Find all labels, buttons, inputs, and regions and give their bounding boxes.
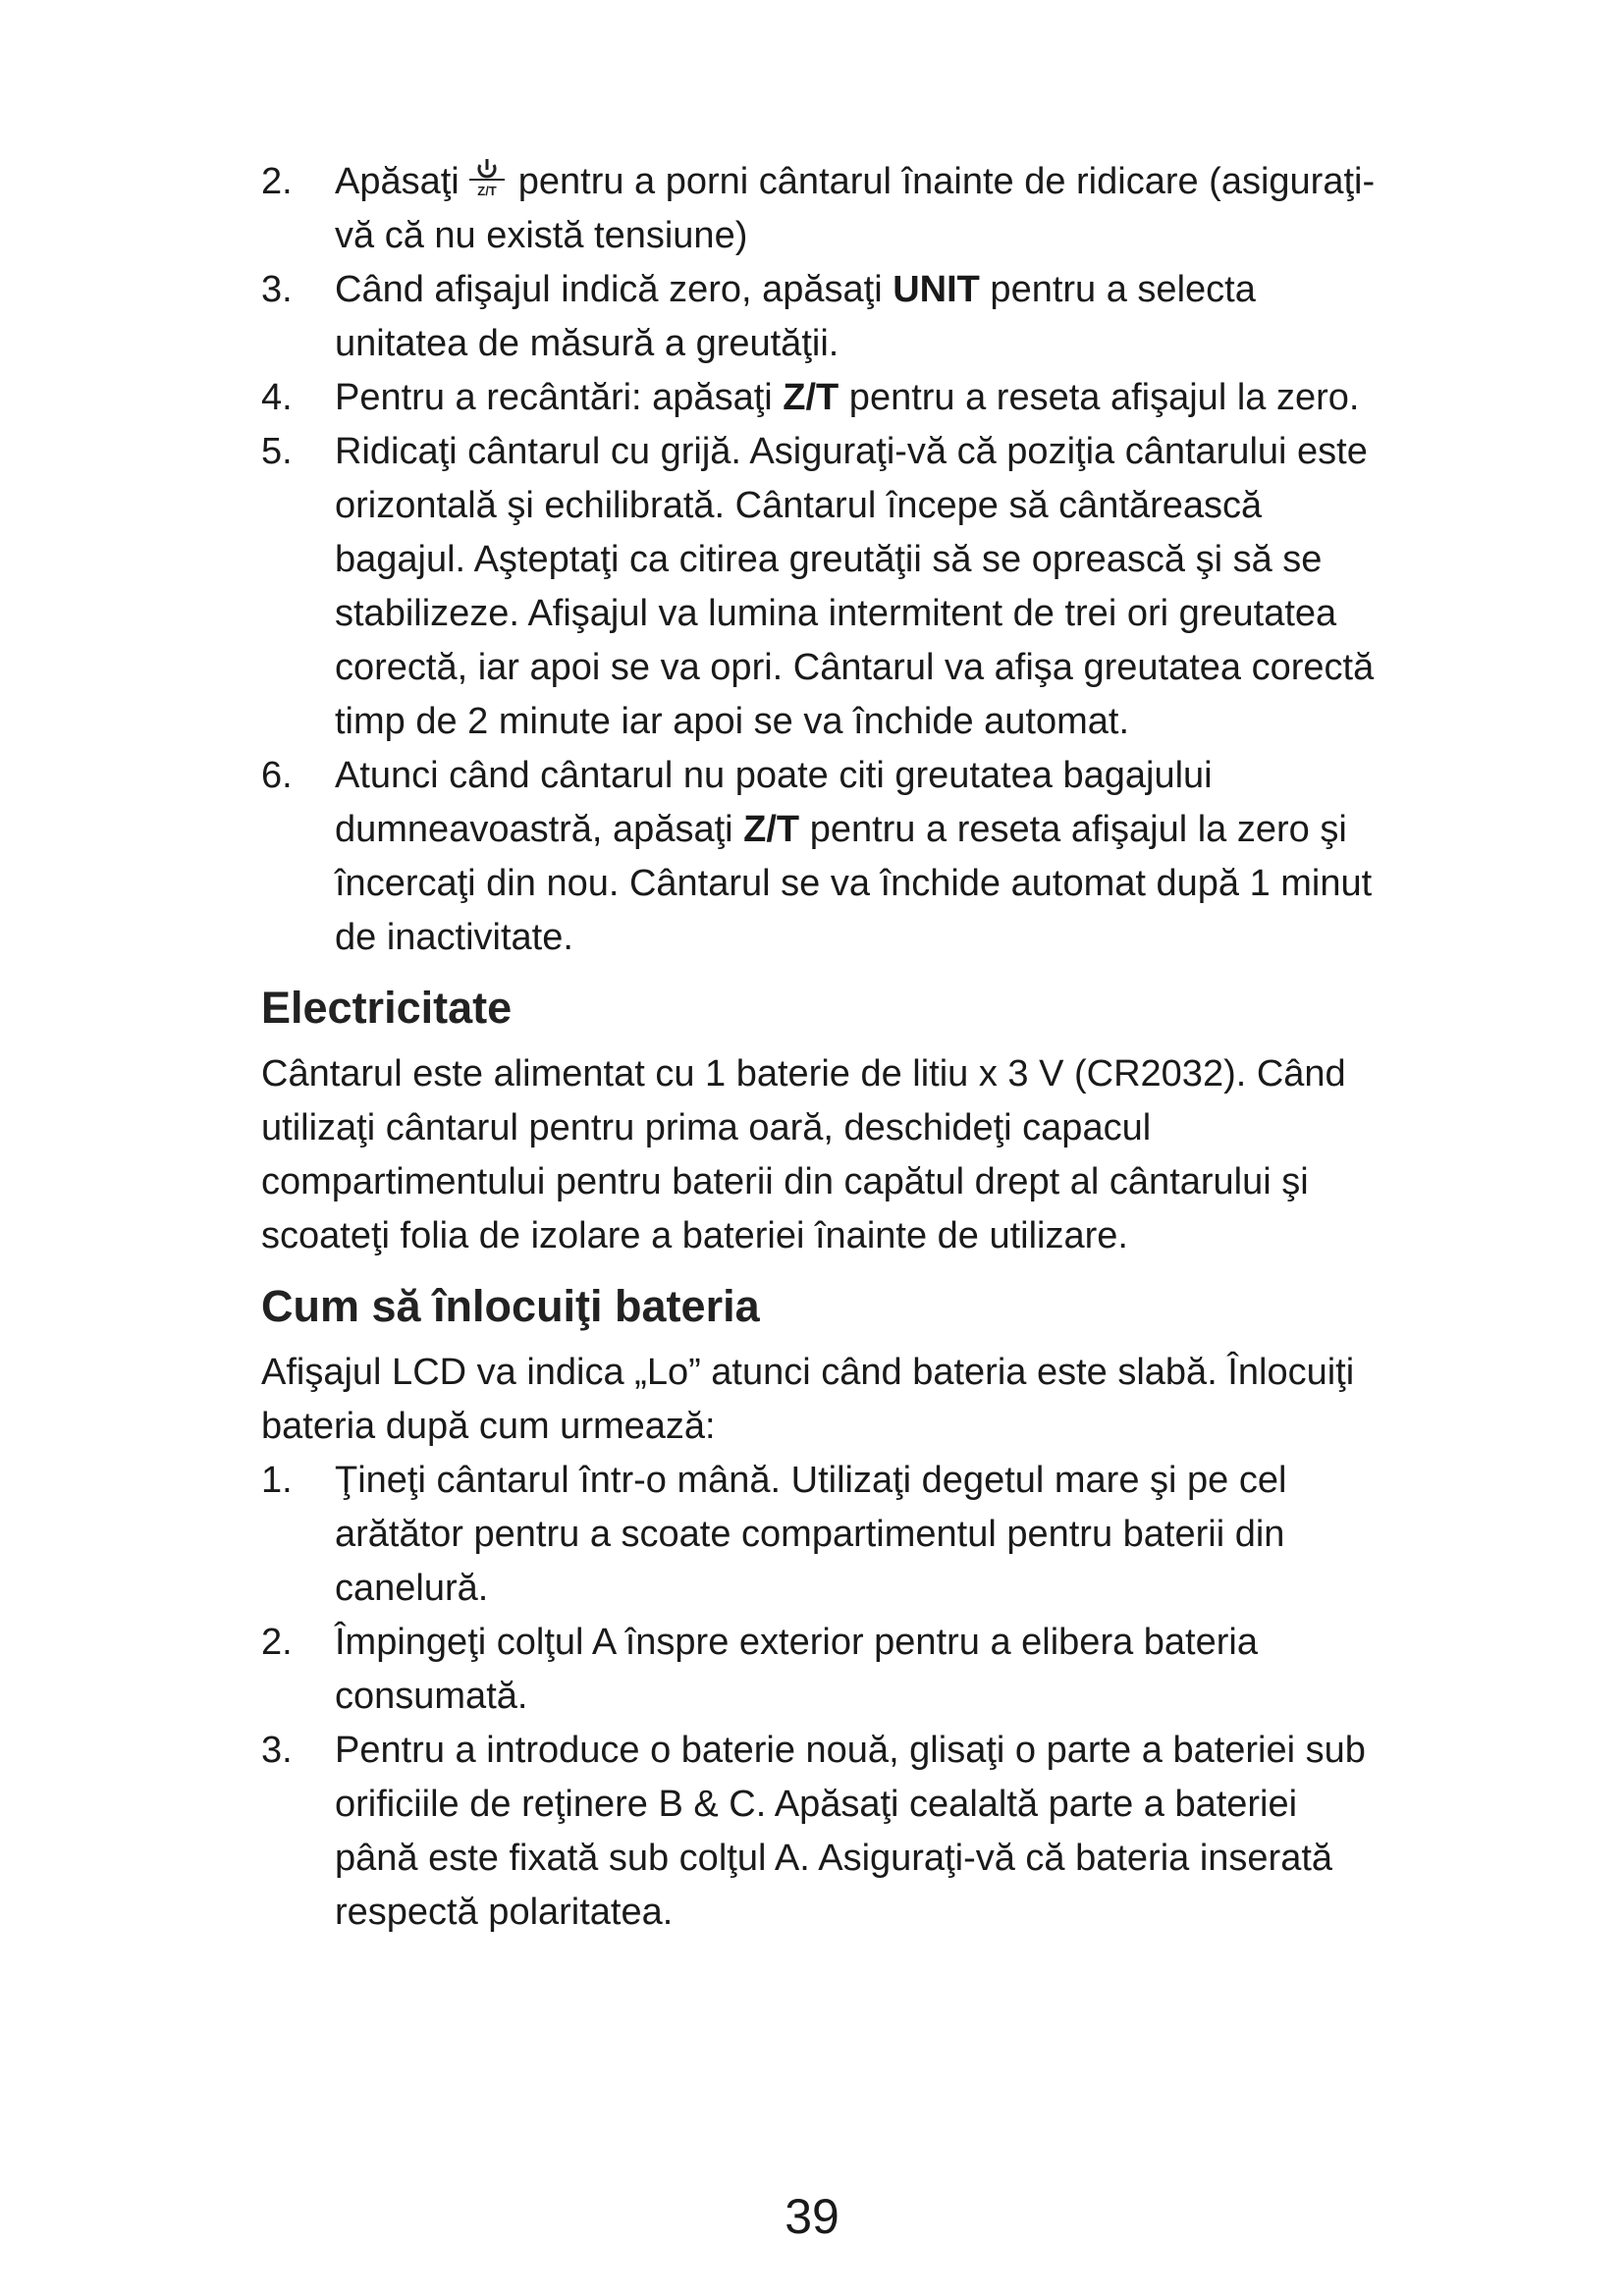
list-item xyxy=(261,371,1380,425)
step-text: Pentru a recântări: apăsaţi xyxy=(335,377,784,418)
step-text: pentru a selecta unitatea de măsură a greutăţii. xyxy=(335,269,1256,364)
power-zero-tare-icon xyxy=(465,156,509,199)
step-number: 6. xyxy=(261,755,293,796)
step-text: Atunci când cântarul nu poate citi greutatea bagajului dumneavoastră, apăsaţi xyxy=(335,755,1213,850)
step-text: Pentru a introduce o baterie nouă, glisaţi o parte a bateriei sub orificiile de reţinere B & C. Apăsaţi cealaltă parte a bateriei până este fixată sub colţul A. Asiguraţi-vă că bateria inserată respectă polaritatea. xyxy=(335,1730,1366,1933)
step-text: pentru a reseta afişajul la zero. xyxy=(839,377,1360,418)
list-item xyxy=(261,749,1380,965)
battery-steps-list xyxy=(261,1454,1380,1940)
step-text: pentru a reseta afişajul la zero şi încercaţi din nou. Cântarul se va închide automat după 1 minut de inactivitate. xyxy=(335,809,1373,958)
list-item xyxy=(261,1724,1380,1940)
list-item xyxy=(261,155,1380,263)
step-text: Ţineţi cântarul într-o mână. Utilizaţi degetul mare şi pe cel arătător pentru a scoate compartimentul pentru baterii din canelură. xyxy=(335,1460,1287,1609)
list-item xyxy=(261,425,1380,749)
unit-button-label: UNIT xyxy=(893,269,980,310)
battery-intro-paragraph: Afişajul LCD va indica „Lo” atunci când bateria este slabă. Înlocuiţi bateria după cum urmează: xyxy=(261,1352,1355,1447)
step-text: pentru a porni cântarul înainte de ridicare (asiguraţi-vă că nu există tensiune) xyxy=(335,161,1376,256)
icon-label: Z/T xyxy=(477,184,497,198)
step-number: 4. xyxy=(261,377,293,418)
operation-steps-list xyxy=(261,155,1380,965)
step-text: Împingeţi colţul A înspre exterior pentru a elibera bateria consumată. xyxy=(335,1622,1258,1717)
step-number: 2. xyxy=(261,161,293,202)
step-number: 5. xyxy=(261,431,293,472)
list-item xyxy=(261,1616,1380,1724)
step-number: 3. xyxy=(261,269,293,310)
step-number: 3. xyxy=(261,1730,293,1771)
page-content xyxy=(261,155,1380,1940)
electricity-heading: Electricitate xyxy=(261,983,513,1033)
battery-replacement-heading: Cum să înlocuiţi bateria xyxy=(261,1281,760,1331)
zt-button-label: Z/T xyxy=(783,377,839,418)
step-number: 1. xyxy=(261,1460,293,1501)
electricity-paragraph: Cântarul este alimentat cu 1 baterie de litiu x 3 V (CR2032). Când utilizaţi cântarul pentru prima oară, deschideţi capacul compartimentului pentru baterii din capătul drept al cântarului şi scoateţi folia de izolare a bateriei înainte de utilizare. xyxy=(261,1053,1346,1256)
list-item xyxy=(261,263,1380,371)
page-number: 39 xyxy=(785,2189,839,2244)
list-item xyxy=(261,1454,1380,1616)
step-text: Ridicaţi cântarul cu grijă. Asiguraţi-vă că poziţia cântarului este orizontală şi echilibrată. Cântarul începe să cântărească bagajul. Aşteptaţi ca citirea greutăţii să se oprească şi să se stabilizeze. Afişajul va lumina intermitent de trei ori greutatea corectă, iar apoi se va opri. Cântarul va afişa greutatea corectă timp de 2 minute iar apoi se va închide automat. xyxy=(335,431,1375,742)
step-number: 2. xyxy=(261,1622,293,1663)
step-text: Apăsaţi xyxy=(335,161,460,202)
zt-button-label: Z/T xyxy=(743,809,800,850)
step-text: Când afişajul indică zero, apăsaţi xyxy=(335,269,893,310)
